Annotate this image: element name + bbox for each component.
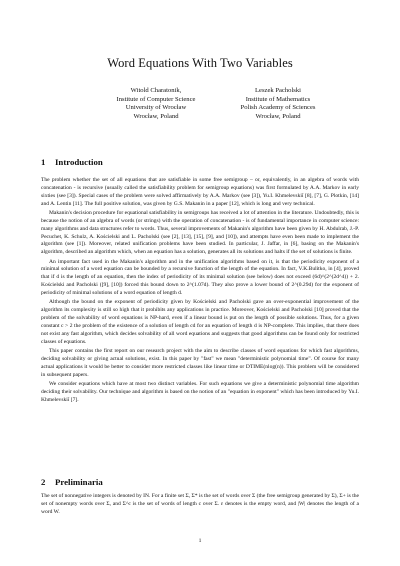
section-heading-preliminaria: [41, 477, 103, 487]
author-affiliation-line: Institute of Computer Science: [116, 95, 196, 103]
preliminaria-body: [41, 493, 359, 518]
author-block-2: [203, 87, 353, 121]
paragraph: Although the bound on the exponent of periodicity given by Kościelski and Pacholski gave an over-exponential improvement of the algorithm its complexity is still so high that it prohibits any applications in practice. Moreover, Kościelski and Pacholski [10] proved that the problem of the solvability of word equations is NP-hard, even if a linear bound is put on the length of possible solutions. Thus, for a given constant c > 2 the problem of the existence of a solution of length cd for an equation of length d is NP-complete. This implies, that there does not exist any fast algorithm, which decides solvability of all word equations and suggests that good algorithms can be found only for restricted classes of equations.: [41, 299, 359, 345]
paragraph: This paper contains the first report on our research project with the aim to describe classes of word equations for which fast algorithms, deciding solvability or giving actual solutions, exist. In this paper by "fast" we mean "deterministic polynomial time". Of course for many actual applications it would be better to consider more restricted classes like linear time or DTIME(nlog(n)). This problem will be considered in subsequent papers.: [41, 348, 359, 378]
author-affiliation-line: Wrocław, Poland: [133, 112, 179, 120]
section-number: 2: [41, 477, 46, 487]
section-title: Introduction: [55, 157, 103, 167]
page-number: 1: [198, 538, 202, 544]
author-affiliation-line: Wrocław, Poland: [255, 112, 301, 120]
paper-title: Word Equations With Two Variables: [107, 56, 293, 70]
paragraph: The problem whether the set of all equations that are satisfiable in some free semigroup – or, equivalently, in an algebra of words with concatenation - is recursive (usually called the satisfiability problem for semigroup equations) was first formulated by A.A. Markov in early sixties (see [3]). Special cases of the problem were solved affirmatively by A.A. Markov (see [3]), Yu.I. Khmelevskiĭ [8], [7], G. Plotkin, [14] and A. Lentin [11]. The full positive solution, was given by G.S. Makanin in a paper [12], which is long and very technical.: [41, 177, 359, 207]
author-affiliation-line: University of Wrocław: [125, 104, 187, 112]
paragraph: An important fact used in the Makanin's algorithm and in the unification algorithms based on it, is that the periodicity exponent of a minimal solution of a word equation can be bounded by a recursive function of the length of the equation. In fact, V.K.Bulitko, in [4], proved that if d is the length of an equation, then the index of periodicity of its minimal solution (see below) does not exceed (6d)^(2^(2d^4)) + 2. Kościelski and Pacholski ([9], [10]) forced this bound down to 2^(1.07d). They also prove a lower bound of 2^(0.29d) for the exponent of periodicity of minimal solutions of a word equation of length d.: [41, 258, 359, 296]
author-affiliation-line: Institute of Mathematics: [245, 95, 311, 103]
section-title: Preliminaria: [55, 477, 103, 487]
paragraph: We consider equations which have at most two distinct variables. For such equations we give a deterministic polynomial time algorithm deciding their solvability. Our technique and algorithm is based on the notion of an "equation in exponent" which has been introduced by Yu.I. Khmelevskiĭ [7].: [41, 381, 359, 403]
section-number: 1: [41, 157, 46, 167]
paragraph: The set of nonnegative integers is denoted by IN. For a finite set Σ, Σ* is the set of words over Σ (the free semigroup generated by Σ), Σ+ is the set of nonempty words over Σ, and Σ^c is the set of words of length c over Σ. ε denotes is the empty word, and |W| denotes the length of a word W.: [41, 493, 359, 515]
author-name: Witold Charatonik,: [130, 87, 182, 94]
paragraph: Makanin's decision procedure for equational satisfiability in semigroups has received a lot of attention in the literature. Undoubtedly, this is because the notion of an algebra of words (or strings) with the operation of concatenation - is of fundamental importance in computer science: many algorithms and data structures refer to words. Thus, several improvements of Makanin's algorithm have been given by H. Abdulrab, J.-P. Pecuchet, K. Schulz, A. Kościelski and L. Pacholski (see [2], [13], [15], [9], and [10]), and attempts have even been made to implement the algorithm (see [1]). Moreover, related unification problems have been studied. In particular, J. Jaffar, in [6], basing on the Makanin's algorithm, described an algorithm which, when an equation has a solution, generates all its solutions and halts if the set of solutions is finite.: [41, 209, 359, 256]
author-name: Leszek Pacholski: [255, 87, 301, 94]
section-heading-introduction: [41, 157, 103, 167]
author-affiliation-line: Polish Academy of Sciences: [240, 104, 316, 112]
introduction-body: [41, 177, 359, 406]
